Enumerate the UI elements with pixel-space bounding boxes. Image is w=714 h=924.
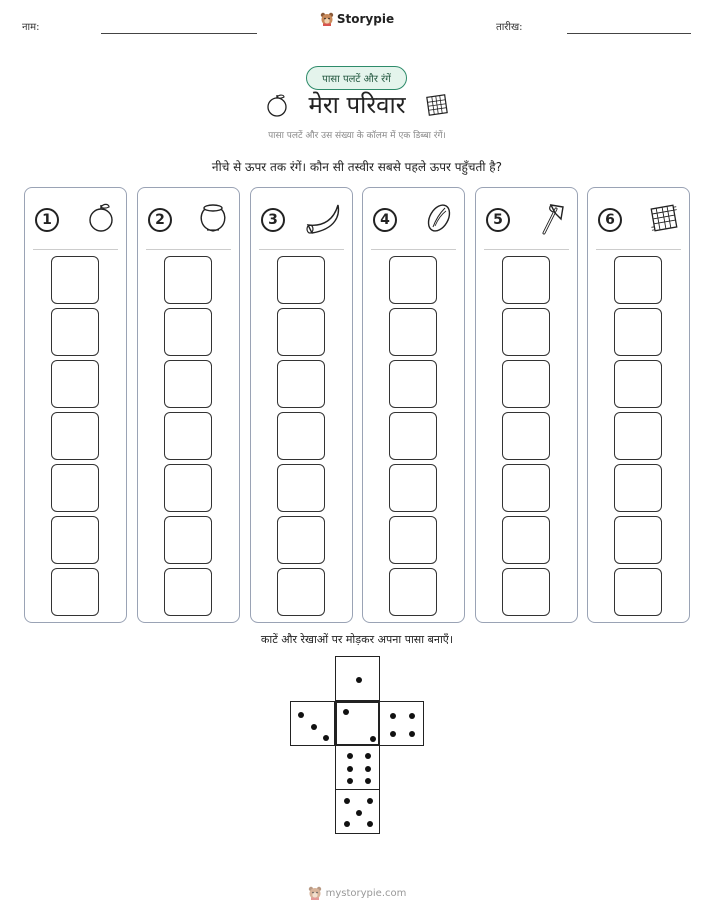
color-box[interactable] (389, 464, 437, 512)
die-pip (390, 731, 396, 737)
color-box[interactable] (51, 516, 99, 564)
color-box[interactable] (614, 360, 662, 408)
color-box[interactable] (614, 256, 662, 304)
column-number: 6 (598, 208, 622, 232)
column-number: 1 (35, 208, 59, 232)
die-pip (343, 709, 349, 715)
color-box[interactable] (502, 464, 550, 512)
column-header (148, 203, 231, 237)
column-2 (137, 187, 240, 623)
pot-icon (195, 200, 231, 240)
axe-icon (535, 199, 569, 241)
color-box[interactable] (502, 360, 550, 408)
die-pip (365, 766, 371, 772)
die-pip (367, 821, 373, 827)
column-header (373, 203, 456, 237)
column-divider (146, 249, 231, 250)
logo-text: Storypie (336, 12, 395, 26)
color-box[interactable] (51, 308, 99, 356)
die-pip (344, 798, 350, 804)
die-pip (311, 724, 317, 730)
color-box[interactable] (614, 412, 662, 460)
color-box[interactable] (277, 464, 325, 512)
column-6 (587, 187, 690, 623)
color-box[interactable] (277, 412, 325, 460)
die-pip (347, 753, 353, 759)
bear-logo-icon (320, 12, 334, 26)
color-box[interactable] (164, 256, 212, 304)
storypie-logo (0, 12, 714, 26)
color-box[interactable] (277, 308, 325, 356)
column-4 (362, 187, 465, 623)
color-box[interactable] (389, 412, 437, 460)
die-pip (323, 735, 329, 741)
name-line[interactable] (101, 33, 257, 34)
color-box[interactable] (502, 308, 550, 356)
seed-icon (422, 201, 456, 239)
die-pip (356, 810, 362, 816)
color-box[interactable] (51, 360, 99, 408)
column-header (486, 203, 569, 237)
color-box[interactable] (51, 256, 99, 304)
color-box[interactable] (164, 516, 212, 564)
mat-icon (424, 92, 450, 118)
die-face-6 (335, 745, 380, 790)
column-header (261, 203, 344, 237)
color-box[interactable] (389, 256, 437, 304)
color-box[interactable] (389, 308, 437, 356)
column-number: 4 (373, 208, 397, 232)
orange-icon (84, 201, 118, 239)
instruction: नीचे से ऊपर तक रंगें। कौन सी तस्वीर सबसे पहले ऊपर पहुँचती है? (211, 160, 503, 174)
color-box[interactable] (51, 412, 99, 460)
date-label: तारीख: (496, 22, 523, 33)
color-box[interactable] (277, 568, 325, 616)
color-box[interactable] (614, 308, 662, 356)
color-box[interactable] (277, 256, 325, 304)
orange-icon (264, 92, 290, 118)
column-header (35, 203, 118, 237)
color-box[interactable] (164, 308, 212, 356)
horn-icon (304, 201, 344, 239)
column-divider (33, 249, 118, 250)
activity-badge: पासा पलटें और रंगें (306, 66, 407, 90)
footer (0, 886, 714, 900)
column-1 (24, 187, 127, 623)
column-3 (250, 187, 353, 623)
die-face-5 (335, 789, 380, 834)
color-box[interactable] (502, 568, 550, 616)
die-face-4 (379, 701, 424, 746)
title-row (0, 88, 714, 121)
color-box[interactable] (277, 516, 325, 564)
color-box[interactable] (502, 412, 550, 460)
name-label: नाम: (22, 22, 40, 33)
die-pip (365, 778, 371, 784)
column-number: 2 (148, 208, 172, 232)
color-box[interactable] (502, 516, 550, 564)
die-pip (356, 677, 362, 683)
color-box[interactable] (164, 360, 212, 408)
column-5 (475, 187, 578, 623)
die-face-3 (290, 701, 335, 746)
footer-site[interactable]: mystorypie.com (325, 887, 407, 899)
cut-instruction: काटें और रेखाओं पर मोड़कर अपना पासा बनाएँ। (260, 633, 454, 646)
page-title: मेरा परिवार (308, 91, 406, 119)
date-line[interactable] (567, 33, 691, 34)
mat-icon (647, 201, 681, 239)
color-box[interactable] (389, 360, 437, 408)
column-number: 5 (486, 208, 510, 232)
die-pip (367, 798, 373, 804)
die-pip (298, 712, 304, 718)
column-divider (484, 249, 569, 250)
die-pip (344, 821, 350, 827)
color-box[interactable] (51, 464, 99, 512)
die-pip (365, 753, 371, 759)
die-face-center (335, 701, 380, 746)
color-box[interactable] (277, 360, 325, 408)
subtitle: पासा पलटें और उस संख्या के कॉलम में एक डिब्बा रंगें। (268, 131, 446, 141)
die-face-1 (335, 656, 380, 701)
column-header (598, 203, 681, 237)
color-box[interactable] (614, 568, 662, 616)
color-box[interactable] (502, 256, 550, 304)
die-pip (409, 731, 415, 737)
color-box[interactable] (164, 464, 212, 512)
column-number: 3 (261, 208, 285, 232)
column-divider (596, 249, 681, 250)
color-box[interactable] (614, 464, 662, 512)
bear-logo-icon (308, 886, 322, 900)
color-box[interactable] (614, 516, 662, 564)
column-divider (371, 249, 456, 250)
color-box[interactable] (164, 568, 212, 616)
die-pip (409, 713, 415, 719)
color-box[interactable] (51, 568, 99, 616)
color-box[interactable] (164, 412, 212, 460)
die-pip (390, 713, 396, 719)
color-box[interactable] (389, 568, 437, 616)
die-pip (347, 778, 353, 784)
die-pip (370, 736, 376, 742)
column-divider (259, 249, 344, 250)
die-pip (347, 766, 353, 772)
color-box[interactable] (389, 516, 437, 564)
